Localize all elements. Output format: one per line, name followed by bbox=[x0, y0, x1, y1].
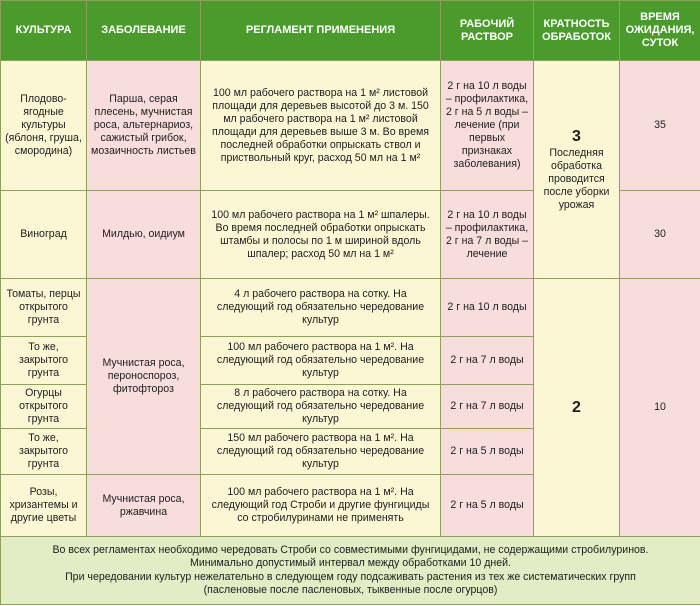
disease-cell: Парша, серая плесень, мучнистая роса, альтернариоз, сажистый грибок, мозаичность листьев bbox=[87, 61, 201, 191]
solution-cell: 2 г на 5 л воды bbox=[441, 429, 534, 475]
header-disease: ЗАБОЛЕВАНИЕ bbox=[87, 1, 201, 61]
table-row bbox=[1, 279, 700, 337]
crop-cell: Розы, хризантемы и другие цветы bbox=[1, 475, 87, 537]
crop-cell: То же, закрытого грунта bbox=[1, 429, 87, 475]
solution-cell: 2 г на 7 л воды bbox=[441, 385, 534, 429]
crop-cell: То же, закрытого грунта bbox=[1, 337, 87, 385]
multiplicity-note: Последняя обработка проводится после уборки урожая bbox=[543, 147, 610, 211]
crop-cell: Плодово-ягодные культуры (яблоня, груша, смородина) bbox=[1, 61, 87, 191]
disease-cell: Мучнистая роса, ржавчина bbox=[87, 475, 201, 537]
footer-line: Минимально допустимый интервал между обработками 10 дней. bbox=[190, 557, 511, 570]
regulation-cell: 4 л рабочего раствора на сотку. На следующий год обязательно чередование культур bbox=[201, 279, 441, 337]
solution-cell: 2 г на 10 л воды – профилактика, 2 г на 5 л воды – лечение (при первых признаках заболевания) bbox=[441, 61, 534, 191]
header-multiplicity: КРАТНОСТЬ ОБРАБОТОК bbox=[534, 1, 620, 61]
regulation-cell: 100 мл рабочего раствора на 1 м² листовой площади для деревьев высотой до 3 м. 150 мл рабочего раствора на 1 м² листовой площади для деревьев выше 3 м. Во время последней обработки опрыскать ствол и приствольный круг, расход 50 мл на 1 м² bbox=[201, 61, 441, 191]
waiting-cell: 35 bbox=[620, 61, 700, 191]
regulation-cell: 100 мл рабочего раствора на 1 м². На следующий год обязательно чередование культур bbox=[201, 337, 441, 385]
multiplicity-cell-group2: 2 bbox=[534, 279, 620, 537]
regulation-cell: 100 мл рабочего раствора на 1 м². На следующий год Строби и другие фунгициды со стробилуринами не применять bbox=[201, 475, 441, 537]
disease-cell-vegetables: Мучнистая роса, пероноспороз, фитофтороз bbox=[87, 279, 201, 475]
table-row bbox=[1, 61, 700, 191]
crop-cell: Томаты, перцы открытого грунта bbox=[1, 279, 87, 337]
solution-cell: 2 г на 5 л воды bbox=[441, 475, 534, 537]
footer-line: (пасленовые после пасленовых, тыквенные после огурцов) bbox=[203, 583, 498, 596]
footer-line: Во всех регламентах необходимо чередовать Строби со совместимыми фунгицидами, не содержащими стробилуринов. bbox=[52, 543, 649, 556]
header-row bbox=[1, 1, 700, 61]
multiplicity-cell-group1 bbox=[534, 61, 620, 279]
waiting-cell: 30 bbox=[620, 191, 700, 279]
waiting-cell-group2: 10 bbox=[620, 279, 700, 537]
footer-row bbox=[1, 537, 700, 605]
header-crop: КУЛЬТУРА bbox=[1, 1, 87, 61]
solution-cell: 2 г на 7 л воды bbox=[441, 337, 534, 385]
crop-cell: Виноград bbox=[1, 191, 87, 279]
footer-line: При чередовании культур нежелательно в следующем году подсаживать растения из тех же систематических групп bbox=[65, 570, 636, 583]
solution-cell: 2 г на 10 л воды bbox=[441, 279, 534, 337]
crop-cell: Огурцы открытого грунта bbox=[1, 385, 87, 429]
regulation-cell: 8 л рабочего раствора на сотку. На следующий год обязательно чередование культур bbox=[201, 385, 441, 429]
disease-cell: Милдью, оидиум bbox=[87, 191, 201, 279]
header-solution: РАБОЧИЙ РАСТВОР bbox=[441, 1, 534, 61]
regulation-cell: 150 мл рабочего раствора на 1 м². На следующий год обязательно чередование культур bbox=[201, 429, 441, 475]
solution-cell: 2 г на 10 л воды – профилактика, 2 г на 7 л воды – лечение bbox=[441, 191, 534, 279]
footer-note bbox=[1, 537, 700, 605]
multiplicity-value: 3 bbox=[572, 128, 581, 145]
header-waiting: ВРЕМЯ ОЖИДАНИЯ, СУТОК bbox=[620, 1, 700, 61]
regulation-cell: 100 мл рабочего раствора на 1 м² шпалеры. Во время последней обработки опрыскать штамбы и полосы по 1 м шириной вдоль шпалер; расход 50 мл на 1 м² bbox=[201, 191, 441, 279]
header-regulation: РЕГЛАМЕНТ ПРИМЕНЕНИЯ bbox=[201, 1, 441, 61]
